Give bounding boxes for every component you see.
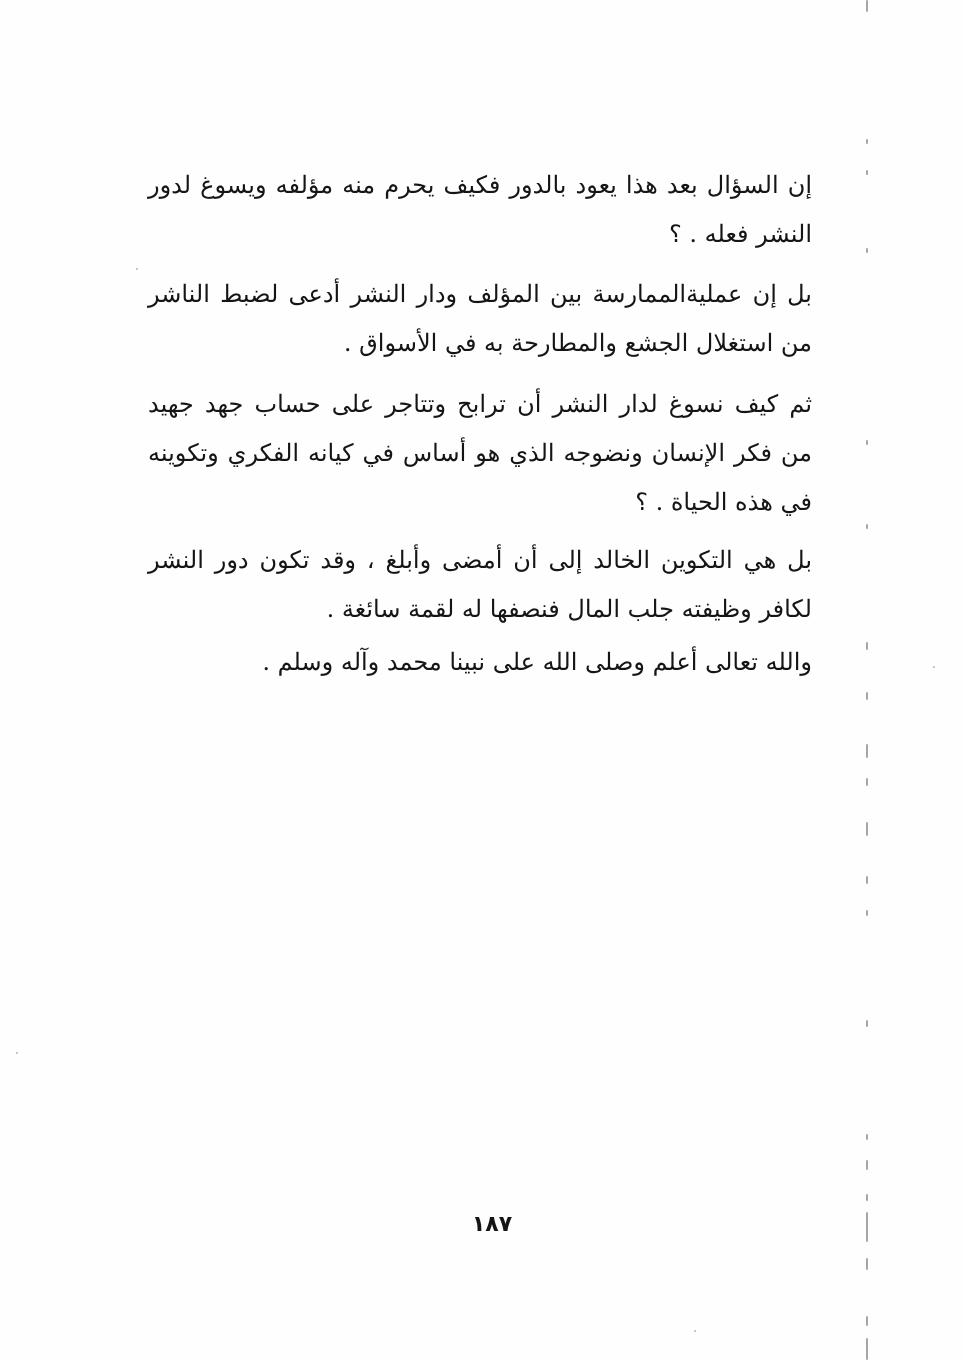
- paragraph-2: بل إن عمليةالممارسة بين المؤلف ودار النشر أدعى لضبط الناشر من استغلال الجشع والمطارحة به في الأسواق .: [148, 280, 812, 357]
- scan-mark: [866, 1020, 868, 1027]
- scan-mark: [866, 778, 868, 786]
- scan-dot: [136, 268, 138, 270]
- paragraph-5: والله تعالى أعلم وصلى الله على نبينا محمد وآله وسلم .: [262, 648, 812, 676]
- scan-mark: [866, 1194, 868, 1201]
- scan-mark: [866, 440, 868, 445]
- scan-dot: [933, 666, 935, 668]
- scan-mark: [866, 910, 868, 916]
- scan-mark: [866, 876, 868, 884]
- paragraph-3: ثم كيف نسوغ لدار النشر أن ترابح وتتاجر على حساب جهد جهيد من فكر الإنسان ونضوجه الذي هو أساس في كيانه الفكري وتكوينه في هذه الحياة . ؟: [148, 390, 812, 516]
- scan-mark: [866, 822, 868, 836]
- scan-mark: [866, 1160, 868, 1170]
- scan-dot: [694, 1330, 696, 1332]
- scan-mark: [866, 1258, 868, 1270]
- scan-mark: [866, 524, 868, 529]
- scan-mark: [866, 0, 868, 12]
- scan-mark: [866, 1316, 868, 1326]
- paragraph-1: إن السؤال بعد هذا يعود بالدور فكيف يحرم منه مؤلفه ويسوغ لدور النشر فعله . ؟: [148, 171, 813, 248]
- paragraph-4: بل هي التكوين الخالد إلى أن أمضى وأبلغ ، وقد تكون دور النشر لكافر وظيفته جلب المال فنصفها له لقمة سائغة .: [148, 546, 812, 623]
- scan-mark: [866, 170, 868, 175]
- scan-mark: [866, 248, 868, 253]
- scan-mark: [866, 692, 868, 700]
- scan-mark: [866, 744, 868, 758]
- scan-mark: [866, 1338, 868, 1360]
- scan-mark: [866, 642, 868, 650]
- scan-mark: [866, 139, 868, 144]
- scan-dot: [16, 1052, 18, 1054]
- page-number: ١٨٧: [471, 1212, 513, 1237]
- scan-mark: [866, 1134, 868, 1140]
- scan-mark: [866, 1212, 868, 1242]
